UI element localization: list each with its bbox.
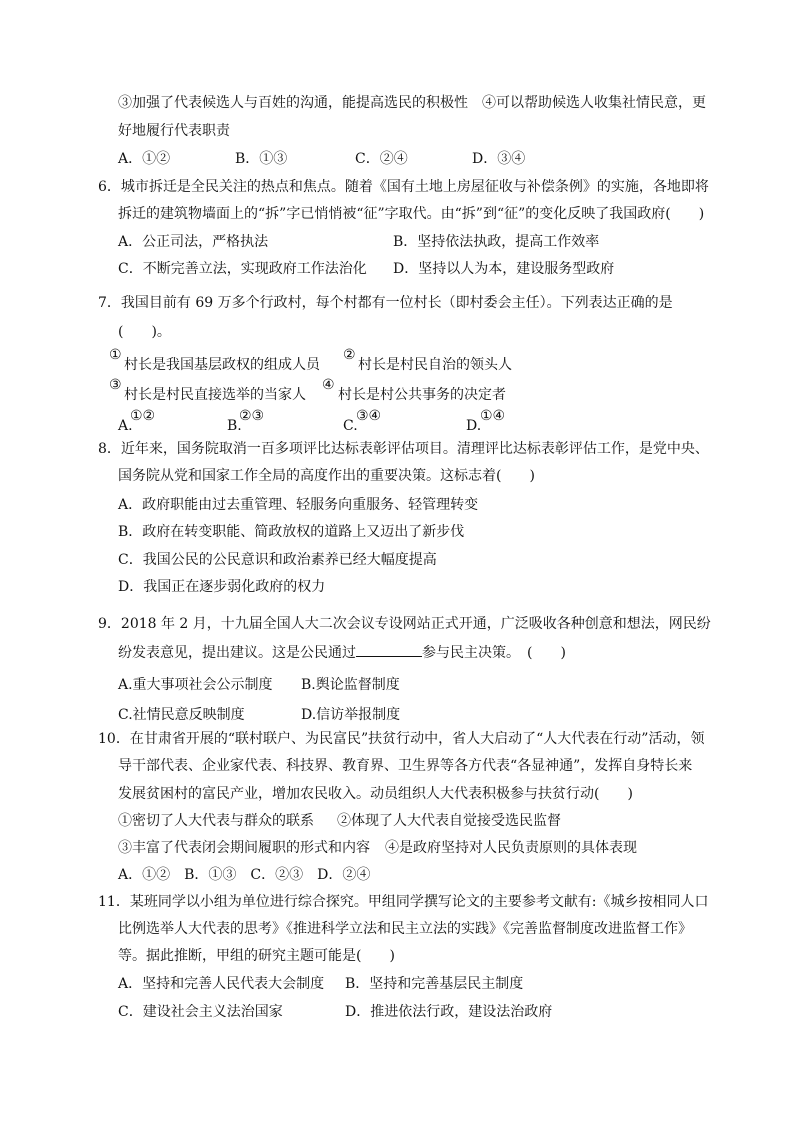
q11-option-a[interactable]: A．坚持和完善人民代表大会制度: [118, 976, 325, 992]
q6-line2: 拆迁的建筑物墙面上的“拆”字已悄悄被“征”字取代。由“拆”到“征”的变化反映了我国政府( ): [118, 206, 705, 222]
q11-line2: 比例选举人大代表的思考》《推进科学立法和民主立法的实践》《完善监督制度改进监督工作》: [118, 921, 692, 937]
q6-line1: 6．城市拆迁是全民关注的热点和焦点。随着《国有土地上房屋征收与补偿条例》的实施，各地即将: [98, 179, 709, 195]
q10-line2: 导干部代表、企业家代表、科技界、教育界、卫生界等各方代表“各显神通”，发挥自身特长来: [118, 758, 693, 774]
q10-item2: ②体现了人大代表自觉接受选民监督: [337, 813, 561, 829]
q6-option-a[interactable]: A．公正司法，严格执法: [118, 234, 269, 250]
q9-line2: [118, 644, 566, 662]
q5-option-a[interactable]: A．①②: [118, 151, 171, 167]
q9-option-c[interactable]: C.社情民意反映制度: [118, 707, 245, 723]
q11-option-c[interactable]: C．建设社会主义法治国家: [118, 1004, 283, 1020]
q8-option-d[interactable]: D．我国正在逐步弱化政府的权力: [118, 579, 326, 595]
q6-option-c[interactable]: C．不断完善立法，实现政府工作法治化: [118, 261, 367, 277]
q9-option-b[interactable]: B.舆论监督制度: [301, 677, 400, 693]
q8-option-a[interactable]: A．政府职能由过去重管理、轻服务向重服务、轻管理转变: [118, 497, 479, 513]
q10-line3: 发展贫困村的富民产业，增加农民收入。动员组织人大代表积极参与扶贫行动( ): [118, 786, 633, 802]
q10-item1: ①密切了人大代表与群众的联系: [118, 813, 314, 829]
q5-option-b[interactable]: B．①③: [235, 151, 288, 167]
q7-option-c-label[interactable]: C.: [343, 418, 358, 434]
q7-option-d-value[interactable]: ①④: [480, 408, 506, 424]
q9-line2-part1: 纷发表意见，提出建议。这是公民通过: [118, 645, 356, 661]
q8-option-c[interactable]: C．我国公民的公民意识和政治素养已经大幅度提高: [118, 552, 437, 568]
q7-item4-num: ④: [322, 377, 335, 393]
q10-line1: 10．在甘肃省开展的“联村联户、为民富民”扶贫行动中，省人大启动了“人大代表在行动”活动，领: [98, 731, 705, 747]
q7-item1-text: 村长是我国基层政权的组成人员: [124, 357, 320, 373]
q9-line2-part2: 参与民主决策。 ( ): [422, 645, 566, 661]
q7-item1-num: ①: [109, 347, 122, 363]
q7-option-a-value[interactable]: ①②: [130, 408, 156, 424]
q11-option-d[interactable]: D．推进依法行政，建设法治政府: [345, 1004, 553, 1020]
q9-answer-blank[interactable]: [356, 644, 422, 657]
q10-item3: ③丰富了代表闭会期间履职的形式和内容: [118, 840, 370, 856]
q11-option-b[interactable]: B．坚持和完善基层民主制度: [345, 976, 524, 992]
q7-item2-num: ②: [343, 347, 356, 363]
q5-option-c[interactable]: C．②④: [355, 151, 408, 167]
q7-item3-text: 村长是村民直接选举的当家人: [124, 387, 306, 403]
q6-option-d[interactable]: D．坚持以人为本，建设服务型政府: [393, 261, 615, 277]
q7-option-a-label[interactable]: A.: [118, 418, 133, 434]
q5-stem-line2: 好地履行代表职责: [118, 123, 230, 139]
q7-line2: ( )。: [118, 324, 171, 340]
q11-line3: 等。据此推断，甲组的研究主题可能是( ): [118, 948, 395, 964]
q5-option-d[interactable]: D．③④: [472, 151, 526, 167]
q7-option-c-value[interactable]: ③④: [356, 408, 382, 424]
q7-line1: 7．我国目前有 69 万多个行政村，每个村都有一位村长（即村委会主任）。下列表达正确的是: [98, 295, 673, 311]
q6-option-b[interactable]: B．坚持依法执政，提高工作效率: [393, 234, 600, 250]
q7-option-b-label[interactable]: B.: [227, 418, 242, 434]
q7-option-b-value[interactable]: ②③: [239, 408, 265, 424]
q7-option-d-label[interactable]: D.: [466, 418, 482, 434]
q11-line1: 11．某班同学以小组为单位进行综合探究。甲组同学撰写论文的主要参考文献有:《城乡按相同人口: [98, 894, 709, 910]
q8-line2: 国务院从党和国家工作全局的高度作出的重要决策。这标志着( ): [118, 468, 535, 484]
q7-item4-text: 村长是村公共事务的决定者: [338, 387, 506, 403]
q5-stem-line1: ③加强了代表候选人与百姓的沟通，能提高选民的积极性 ④可以帮助候选人收集社情民意，更: [118, 95, 706, 111]
q8-option-b[interactable]: B．政府在转变职能、简政放权的道路上又迈出了新步伐: [118, 524, 465, 540]
q7-item2-text: 村长是村民自治的领头人: [358, 357, 512, 373]
q9-option-a[interactable]: A.重大事项社会公示制度: [118, 677, 273, 693]
q8-line1: 8．近年来，国务院取消一百多项评比达标表彰评估项目。清理评比达标表彰评估工作，是党中央、: [98, 441, 709, 457]
q10-item4: ④是政府坚持对人民负责原则的具体表现: [385, 840, 637, 856]
q9-option-d[interactable]: D.信访举报制度: [301, 707, 401, 723]
q10-options[interactable]: A．①② B．①③ C．②③ D．②④: [118, 867, 371, 883]
q9-line1: 9．2018 年 2 月，十九届全国人大二次会议专设网站正式开通，广泛吸收各种创意和想法，网民纷: [98, 616, 711, 632]
q7-item3-num: ③: [109, 377, 122, 393]
